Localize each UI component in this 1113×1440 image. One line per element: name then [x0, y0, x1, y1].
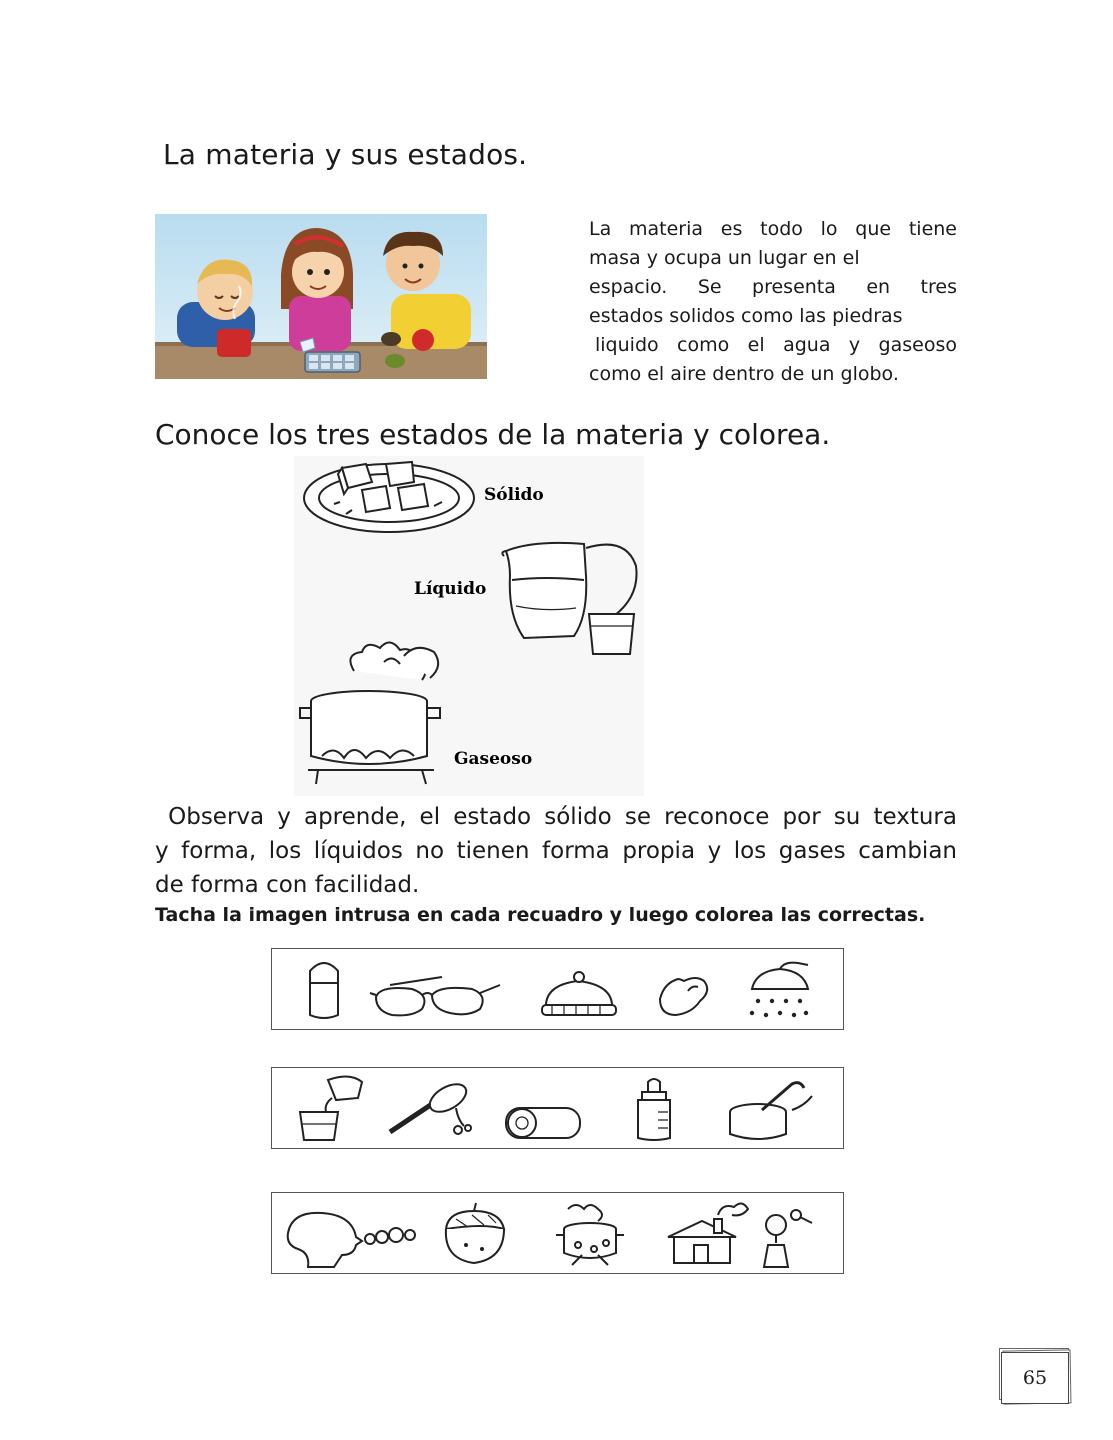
- baby-bottle-icon[interactable]: [638, 1079, 670, 1140]
- intro-line: La materia es todo lo que tiene: [589, 218, 957, 240]
- exercise-row-1: [271, 948, 844, 1030]
- exercise-row-2: [271, 1067, 844, 1149]
- intro-line: espacio. Se presenta en tres: [589, 276, 957, 298]
- intro-line: estados solidos como las piedras: [589, 305, 903, 327]
- intro-line: como el aire dentro de un globo.: [589, 363, 899, 385]
- log-roll-icon[interactable]: [506, 1108, 580, 1138]
- intro-line: masa y ocupa un lugar en el: [589, 247, 860, 269]
- bottle-icon[interactable]: [310, 963, 338, 1018]
- glasses-icon[interactable]: [370, 977, 500, 1015]
- page-number: 65: [1001, 1352, 1069, 1404]
- pouring-glass-icon[interactable]: [300, 1076, 362, 1140]
- observe-line: de forma con facilidad.: [155, 872, 420, 898]
- observe-paragraph: [155, 800, 957, 902]
- intro-paragraph: [589, 215, 957, 389]
- solid-label: Sólido: [484, 485, 544, 505]
- observe-line: Observa y aprende, el estado sólido se reconoce por su textura: [155, 804, 957, 830]
- exercise-instruction: Tacha la imagen intrusa en cada recuadro y luego colorea las correctas.: [155, 904, 926, 926]
- bean-icon[interactable]: [660, 978, 707, 1015]
- ice-plate-icon: [304, 462, 474, 532]
- honey-dipper-icon[interactable]: [390, 1078, 471, 1134]
- smoking-house-icon[interactable]: [668, 1203, 748, 1263]
- page-title: La materia y sus estados.: [163, 138, 528, 171]
- boiling-pot-icon: [300, 642, 440, 784]
- intro-line: liquido como el agua y gaseoso: [595, 334, 957, 356]
- water-pitcher-icon: [502, 543, 636, 654]
- liquid-label: Líquido: [414, 579, 487, 599]
- steaming-pot-icon[interactable]: [556, 1205, 624, 1265]
- beanie-hat-icon[interactable]: [542, 972, 616, 1015]
- observe-line: y forma, los líquidos no tienen forma propia y los gases cambian: [155, 838, 957, 864]
- page-number-badge: [999, 1348, 1071, 1404]
- breathing-face-icon[interactable]: [288, 1213, 415, 1267]
- exercise-row-3: [271, 1192, 844, 1274]
- acorn-icon[interactable]: [446, 1203, 504, 1263]
- gas-label: Gaseoso: [454, 749, 533, 769]
- paint-can-icon[interactable]: [730, 1083, 812, 1139]
- states-of-matter-figure: [294, 456, 644, 796]
- children-illustration: [155, 214, 487, 379]
- shower-icon[interactable]: [750, 963, 808, 1018]
- balloon-pump-icon[interactable]: [764, 1210, 812, 1267]
- section-subtitle: Conoce los tres estados de la materia y colorea.: [155, 418, 831, 451]
